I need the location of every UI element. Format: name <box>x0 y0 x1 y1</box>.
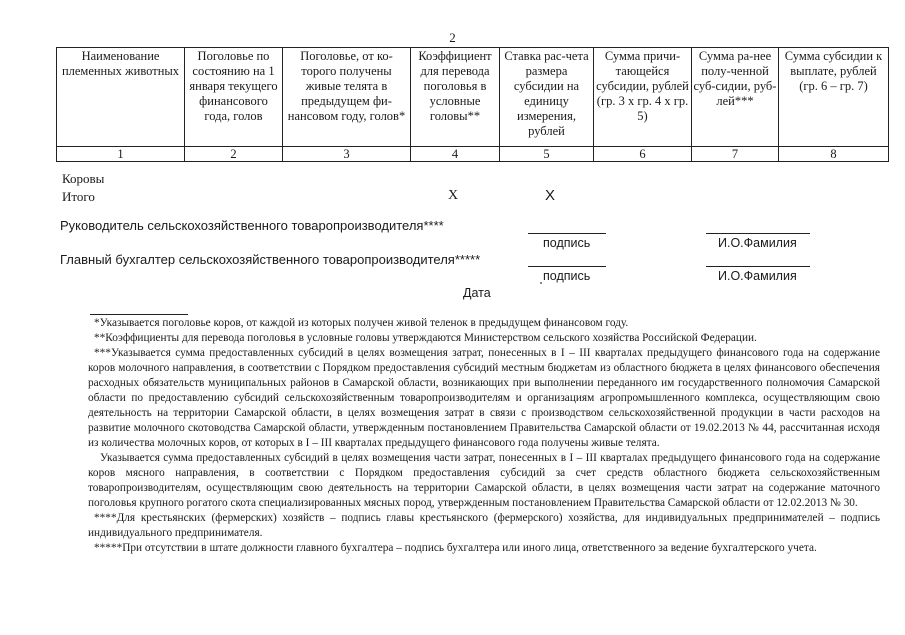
head-signature-label: подпись <box>543 236 591 250</box>
column-number: 5 <box>500 147 594 162</box>
head-signature-role: Руководитель сельскохозяйственного товаропроизводителя**** <box>60 218 444 233</box>
column-number: 6 <box>594 147 692 162</box>
subsidy-table <box>56 47 889 162</box>
table-header-row <box>57 48 889 147</box>
column-number: 1 <box>57 147 185 162</box>
head-name-label: И.О.Фамилия <box>718 236 797 250</box>
accountant-name-label: И.О.Фамилия <box>718 269 797 283</box>
head-signature-line <box>528 233 606 234</box>
total-col5-mark: Х <box>545 187 556 204</box>
footnotes <box>88 316 880 556</box>
head-name-line <box>706 233 810 234</box>
header-herd-calves: Поголовье, от ко-торого получены живые телята в предыдущем фи-нансовом году, голов* <box>283 48 411 147</box>
column-number: 3 <box>283 147 411 162</box>
header-subsidy-payable: Сумма субсидии к выплате, рублей (гр. 6 – гр. 7) <box>779 48 889 147</box>
column-number: 7 <box>692 147 779 162</box>
total-col4-mark: Х <box>448 188 459 203</box>
column-number: 2 <box>185 147 283 162</box>
row-label-cows: Коровы <box>62 171 105 186</box>
header-subsidy-received: Сумма ра-нее полу-ченной суб-сидии, руб-лей*** <box>692 48 779 147</box>
row-label-total: Итого <box>62 189 95 204</box>
footnote-separator <box>90 314 188 315</box>
date-label: Дата <box>463 286 491 300</box>
page-number: 2 <box>449 30 456 45</box>
header-herd-jan1: Поголовье по состоянию на 1 января текущего финансового года, голов <box>185 48 283 147</box>
column-number-row <box>57 147 889 162</box>
footnote-4: ****Для крестьянских (фермерских) хозяйств – подпись главы крестьянского (фермерского) хозяйства, для индивидуальных предпринимателей – подпись индивидуального предпринимателя. <box>88 512 880 539</box>
header-animal-name: Наименование племенных животных <box>57 48 185 147</box>
accountant-name-line <box>706 266 810 267</box>
footnote-5: *****При отсутствии в штате должности главного бухгалтера – подпись бухгалтера или иного лица, ответственного за ведение бухгалтерского учета. <box>94 542 817 554</box>
accountant-signature-line <box>528 266 606 267</box>
header-coefficient: Коэффициент для перевода поголовья в условные головы** <box>411 48 500 147</box>
header-subsidy-due: Сумма причи-тающейся субсидии, рублей (гр. 3 х гр. 4 х гр. 5) <box>594 48 692 147</box>
footnote-2: **Коэффициенты для перевода поголовья в условные головы утверждаются Министерством сельского хозяйства Российской Федерации. <box>94 332 757 344</box>
footnote-3: ***Указывается сумма предоставленных субсидий в целях возмещения затрат, понесенных в I – III кварталах предыдущего финансового года на содержание коров молочного направления, в соответствии с Порядком предоставления субсидий местным бюджетам из областного бюджета в целях финансового обеспечения расходных обязательств муниципальных районов в Самарской области, возникающих при выполнении переданного им государственного полномочия Самарской области по предоставлению субсидий сельскохозяйственным товаропроизводителям и организациям агропромышленного комплекса, осуществляющим свою деятельность на территории Самарской области, в целях возмещения затрат в связи с производством сельскохозяйственной продукции в части расходов на развитие молочного скотоводства Самарской области, утвержденным постановлением Правительства Самарской области от 19.02.2013 № 44, рассчитанная исходя из количества молочных коров, от которых в I – III кварталах предыдущего финансового года получены живые телята. <box>88 347 880 449</box>
accountant-signature-label: подпись <box>543 269 591 283</box>
column-number: 8 <box>779 147 889 162</box>
footnote-1: *Указывается поголовье коров, от каждой из которых получен живой теленок в предыдущем финансовом году. <box>94 317 629 329</box>
header-rate: Ставка рас-чета размера субсидии на единицу измерения, рублей <box>500 48 594 147</box>
footnote-3b: Указывается сумма предоставленных субсидий в целях возмещения части затрат, понесенных в I – III кварталах предыдущего финансового года на содержание коров мясного направления, в соответствии с Порядком предоставления субсидий за счет средств областного бюджета сельскохозяйственным товаропроизводителям, осуществляющим свою деятельность на территории Самарской области, в целях возмещения части затрат на содержание маточного поголовья крупного рогатого скота специализированных мясных пород, утвержденным постановлением Правительства Самарской области от 12.02.2013 № 30. <box>88 452 880 509</box>
column-number: 4 <box>411 147 500 162</box>
speck <box>540 282 542 284</box>
accountant-signature-role: Главный бухгалтер сельскохозяйственного товаропроизводителя***** <box>60 252 481 267</box>
